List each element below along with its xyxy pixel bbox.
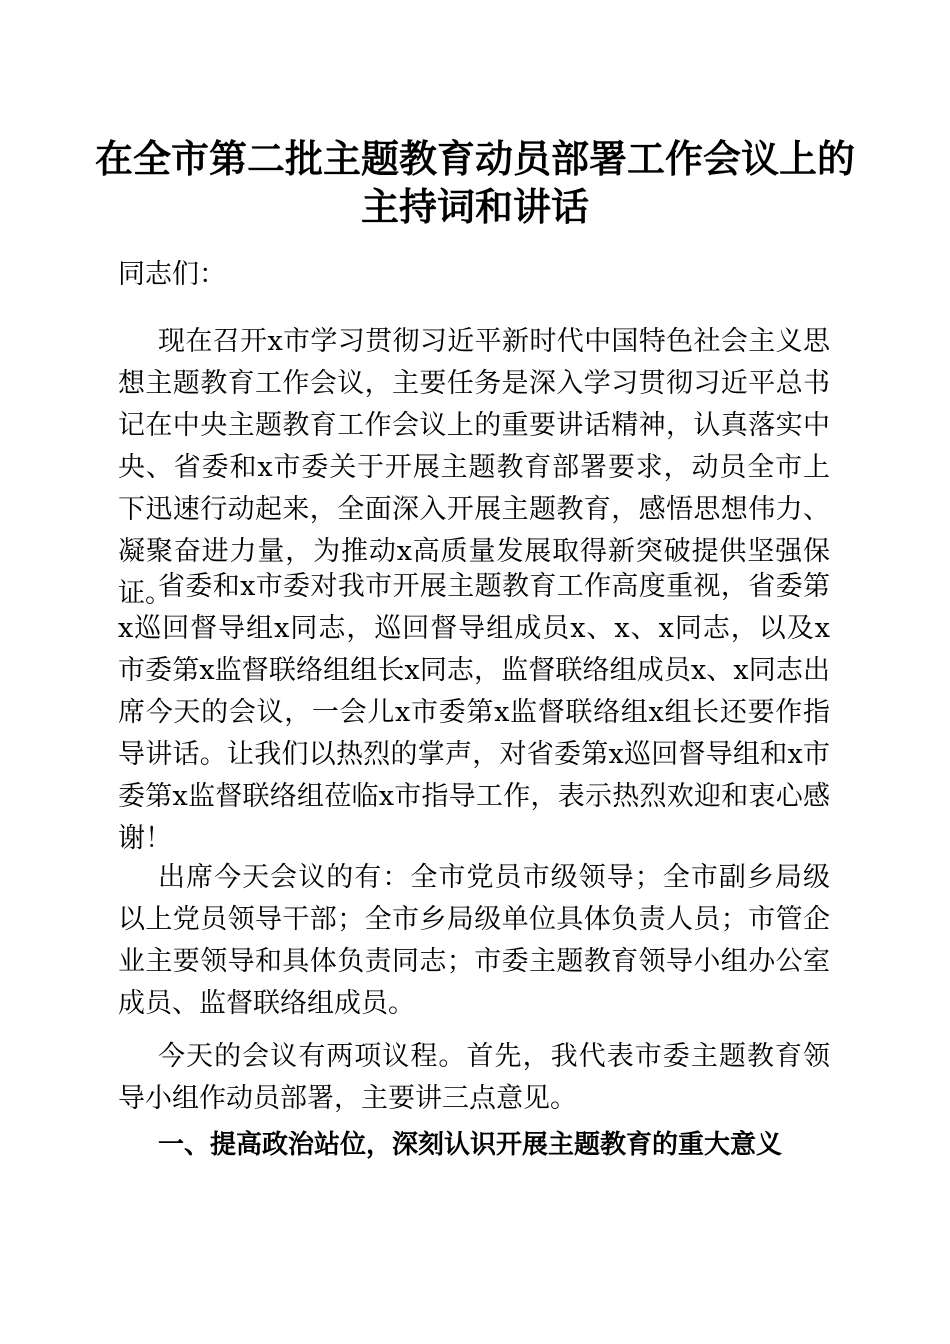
paragraph-opening: 现在召开x市学习贯彻习近平新时代中国特色社会主义思想主题教育工作会议，主要任务是深入学习贯彻习近平总书记在中央主题教育工作会议上的重要讲话精神，认真落实中央、省委和x市委关于开展主题教育部署要求，动员全市上下迅速行动起来，全面深入开展主题教育，感悟思想伟力、凝聚奋进力量，为推动x高质量发展取得新突破提供坚强保证。 — [118, 326, 830, 609]
document-title-line-1: 在全市第二批主题教育动员部署工作会议上的 — [94, 136, 855, 181]
document-title-line-2: 主持词和讲话 — [360, 184, 589, 229]
salutation: 同志们： — [118, 259, 226, 290]
section-heading-1: 一、提高政治站位，深刻认识开展主题教育的重大意义 — [158, 1130, 783, 1160]
paragraph-attendees: 出席今天会议的有：全市党员市级领导；全市副乡局级以上党员领导干部；全市乡局级单位具体负责人员；市管企业主要领导和具体负责同志；市委主题教育领导小组办公室成员、监督联络组成员。 — [118, 862, 830, 1019]
paragraph-guests: 省委和x市委对我市开展主题教育工作高度重视，省委第x巡回督导组x同志，巡回督导组成员x、x、x同志，以及x市委第x监督联络组组长x同志，监督联络组成员x、x同志出席今天的会议，一会儿x市委第x监督联络组x组长还要作指导讲话。让我们以热烈的掌声，对省委第x巡回督导组和x市委第x监督联络组莅临x市指导工作，表示热烈欢迎和衷心感谢！ — [118, 571, 830, 854]
paragraph-agenda: 今天的会议有两项议程。首先，我代表市委主题教育领导小组作动员部署，主要讲三点意见。 — [118, 1041, 830, 1114]
